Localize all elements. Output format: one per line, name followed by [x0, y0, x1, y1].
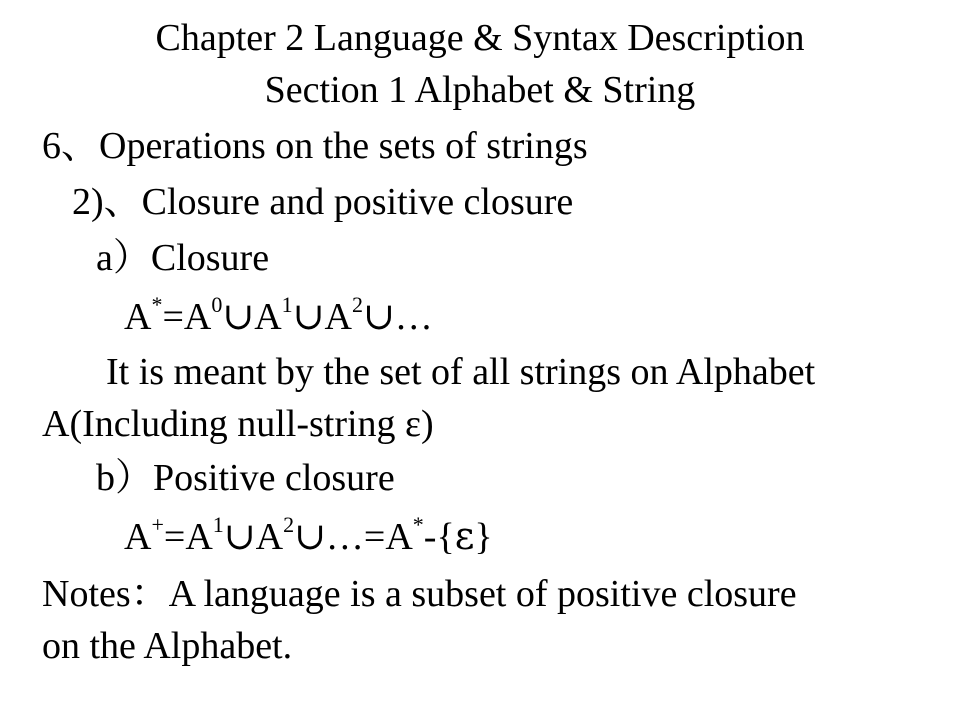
- formula-term: A: [254, 296, 282, 338]
- formula-sup: 1: [281, 292, 293, 318]
- formula-sup: +: [151, 512, 164, 538]
- positive-closure-formula: [124, 514, 493, 559]
- subheading-closure: 2)、Closure and positive closure: [72, 181, 574, 223]
- formula-op: =: [163, 516, 186, 558]
- formula-term: A: [124, 296, 152, 338]
- union-symbol: ∪: [223, 514, 256, 558]
- formula-term: A: [124, 516, 152, 558]
- formula-op: }: [474, 516, 493, 558]
- formula-sup: 0: [211, 292, 223, 318]
- notes-line1: Notes：A language is a subset of positive closure: [42, 573, 797, 615]
- positive-closure-label: b）Positive closure: [96, 457, 395, 499]
- union-symbol: ∪: [294, 514, 326, 558]
- formula-sup: *: [151, 292, 163, 318]
- closure-formula: [124, 294, 433, 339]
- notes-line2: on the Alphabet.: [42, 625, 293, 667]
- closure-description-line2: A(Including null-string ε): [42, 403, 434, 445]
- formula-sup: 2: [283, 512, 295, 538]
- formula-op: =: [363, 516, 386, 558]
- union-symbol: ∪: [292, 294, 325, 338]
- chapter-title: Chapter 2 Language & Syntax Description: [155, 17, 805, 59]
- formula-op: -{: [423, 516, 455, 558]
- formula-sup: 1: [212, 512, 224, 538]
- formula-sup: 2: [351, 292, 363, 318]
- union-symbol: ∪: [362, 294, 395, 338]
- formula-term: A: [255, 516, 284, 558]
- formula-op: =: [162, 296, 184, 338]
- formula-term: A: [324, 296, 352, 338]
- epsilon-symbol: ε: [454, 514, 475, 558]
- formula-term: A: [185, 516, 213, 558]
- heading-operations: 6、Operations on the sets of strings: [42, 125, 588, 167]
- formula-ellipsis: …: [394, 296, 433, 338]
- section-title: Section 1 Alphabet & String: [264, 69, 696, 111]
- closure-label: a）Closure: [96, 237, 270, 279]
- union-symbol: ∪: [222, 294, 255, 338]
- formula-sup: *: [412, 512, 424, 538]
- formula-ellipsis: …: [325, 516, 364, 558]
- formula-term: A: [183, 296, 212, 338]
- formula-term: A: [385, 516, 413, 558]
- closure-description-line1: It is meant by the set of all strings on Alphabet: [106, 351, 816, 393]
